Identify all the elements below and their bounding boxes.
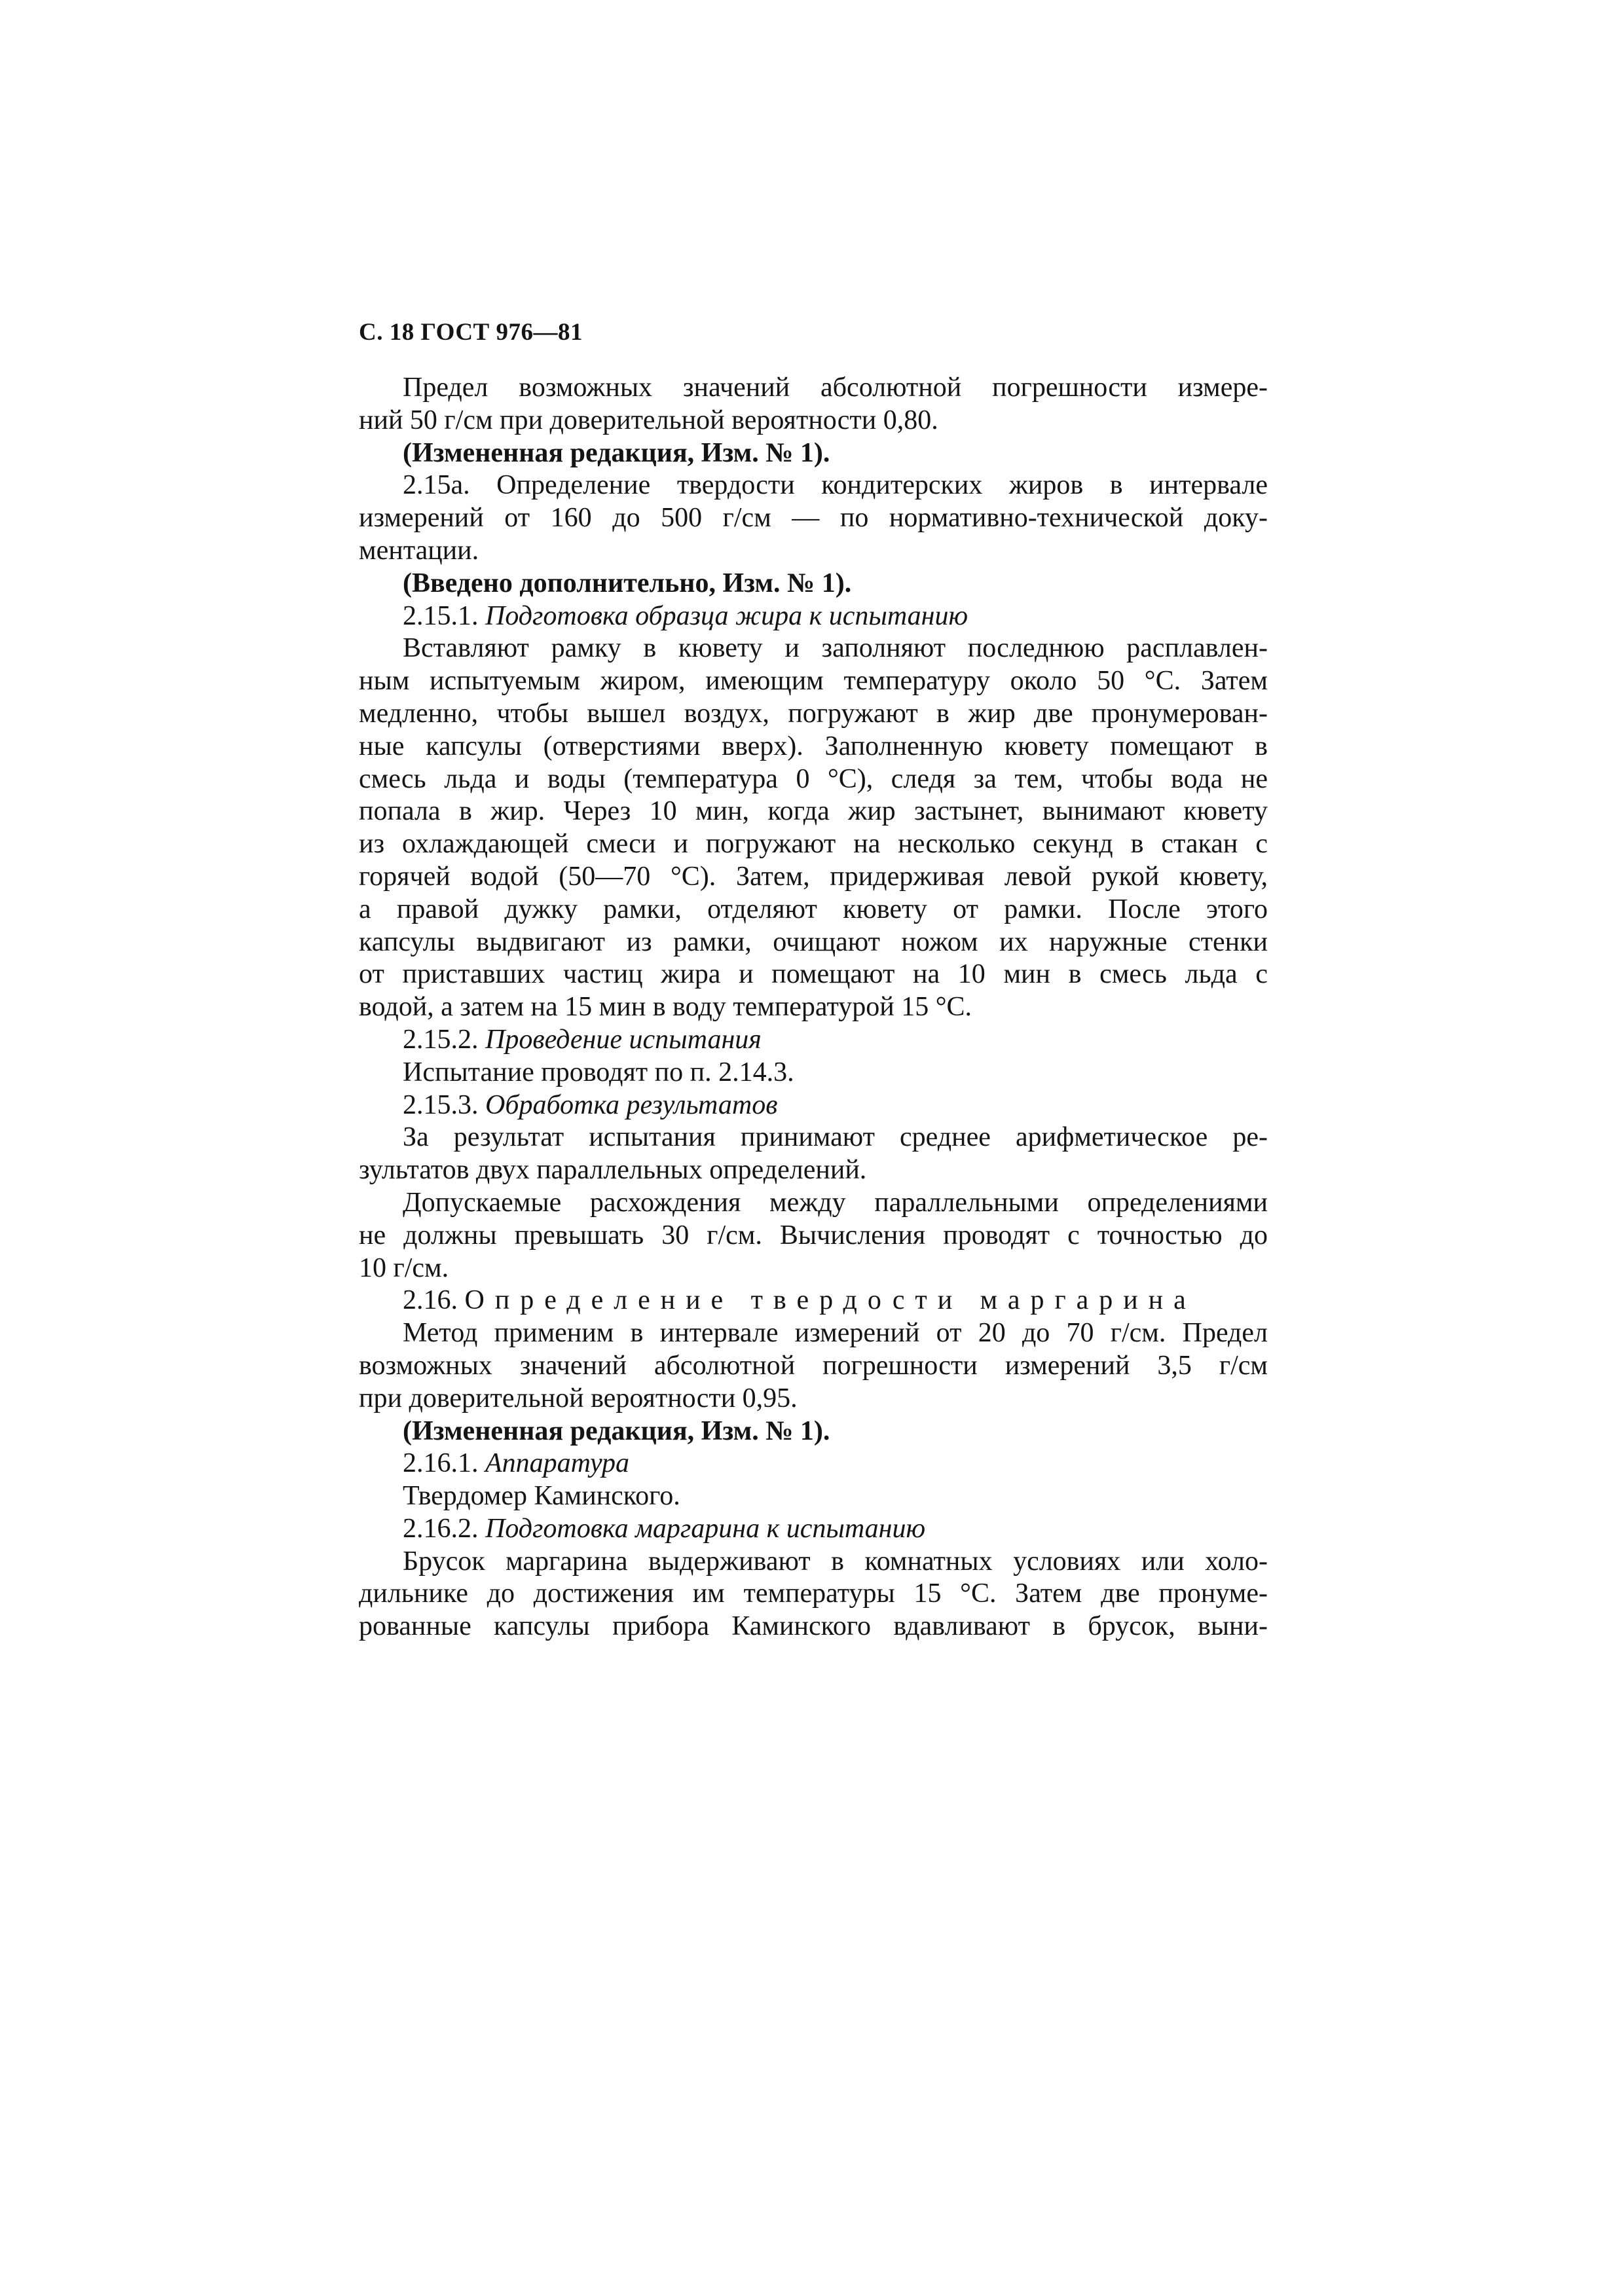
text-line: Испытание проводят по п. 2.14.3. xyxy=(403,1057,794,1087)
section-number: 2.16.2. xyxy=(403,1513,485,1544)
text-line xyxy=(359,1089,1268,1122)
text-line: от приставших частиц жира и помещают на 10 мин в смесь льда с xyxy=(359,959,1268,990)
page-header: С. 18 ГОСТ 976—81 xyxy=(359,319,583,346)
section-title: Подготовка образца жира к испытанию xyxy=(485,600,968,631)
text-line xyxy=(359,600,1268,633)
text-line: горячей водой (50—70 °С). Затем, придерживая левой рукой кювету, xyxy=(359,861,1268,892)
text-line: Брусок маргарина выдерживают в комнатных условиях или холо- xyxy=(403,1546,1268,1576)
text-line: За результат испытания принимают среднее арифметическое ре- xyxy=(403,1122,1268,1153)
text-line: Твердомер Каминского. xyxy=(403,1481,680,1512)
text-line: из охлаждающей смеси и погружают на несколько секунд в стакан с xyxy=(359,829,1268,860)
section-number: 2.15.3. xyxy=(403,1089,485,1120)
section-title: Подготовка маргарина к испытанию xyxy=(485,1513,926,1544)
text-line: Метод применим в интервале измерений от 20 до 70 г/см. Предел xyxy=(403,1318,1268,1349)
text-line: (Введено дополнительно, Изм. № 1). xyxy=(403,568,852,598)
text-line: зультатов двух параллельных определений. xyxy=(359,1155,867,1186)
section-number: 2.15.1. xyxy=(403,600,485,631)
text-line: смесь льда и воды (температура 0 °С), следя за тем, чтобы вода не xyxy=(359,763,1268,794)
text-line: медленно, чтобы вышел воздух, погружают в жир две пронумерован- xyxy=(359,698,1268,729)
text-line: при доверительной вероятности 0,95. xyxy=(359,1383,798,1413)
text-line: (Измененная редакция, Изм. № 1). xyxy=(403,437,830,468)
text-line xyxy=(359,1285,1268,1317)
text-line: попала в жир. Через 10 мин, когда жир застынет, вынимают кювету xyxy=(359,796,1268,827)
section-number: 2.16.1. xyxy=(403,1448,485,1479)
document-body xyxy=(359,372,1268,1643)
text-line: водой, а затем на 15 мин в воду температурой 15 °С. xyxy=(359,992,972,1023)
text-line: Допускаемые расхождения между параллельными определениями xyxy=(403,1187,1268,1218)
text-line: дильнике до достижения им температуры 15 °С. Затем две пронуме- xyxy=(359,1578,1268,1609)
section-number: 2.16. xyxy=(403,1285,465,1316)
text-line: 2.15а. Определение твердости кондитерских жиров в интервале xyxy=(403,470,1268,501)
text-line: Вставляют рамку в кювету и заполняют последнюю расплавлен- xyxy=(403,633,1268,664)
text-line: возможных значений абсолютной погрешности измерений 3,5 г/см xyxy=(359,1350,1268,1381)
text-line: ным испытуемым жиром, имеющим температуру около 50 °С. Затем xyxy=(359,666,1268,697)
text-line xyxy=(359,1513,1268,1546)
section-number: 2.15.2. xyxy=(403,1024,485,1055)
text-line: Предел возможных значений абсолютной погрешности измере- xyxy=(403,373,1268,403)
text-line: ментации. xyxy=(359,535,479,566)
text-line: не должны превышать 30 г/см. Вычисления проводят с точностью до xyxy=(359,1220,1268,1250)
section-title: Проведение испытания xyxy=(485,1024,762,1055)
text-line: а правой дужку рамки, отделяют кювету от рамки. После этого xyxy=(359,894,1268,924)
text-line xyxy=(359,1024,1268,1057)
text-line: измерений от 160 до 500 г/см — по нормативно-технической доку- xyxy=(359,503,1268,534)
section-title: Аппаратура xyxy=(485,1448,630,1479)
text-line: (Измененная редакция, Изм. № 1). xyxy=(403,1415,830,1446)
text-line: 10 г/см. xyxy=(359,1252,449,1283)
section-title: Определение твердости маргарина xyxy=(464,1285,1196,1316)
text-line xyxy=(359,1448,1268,1480)
text-line: ний 50 г/см при доверительной вероятности 0,80. xyxy=(359,405,938,435)
text-line: капсулы выдвигают из рамки, очищают ножом их наружные стенки xyxy=(359,926,1268,957)
section-title: Обработка результатов xyxy=(485,1089,778,1120)
text-line: ные капсулы (отверстиями вверх). Заполненную кювету помещают в xyxy=(359,731,1268,761)
text-line: рованные капсулы прибора Каминского вдавливают в брусок, выни- xyxy=(359,1611,1268,1642)
